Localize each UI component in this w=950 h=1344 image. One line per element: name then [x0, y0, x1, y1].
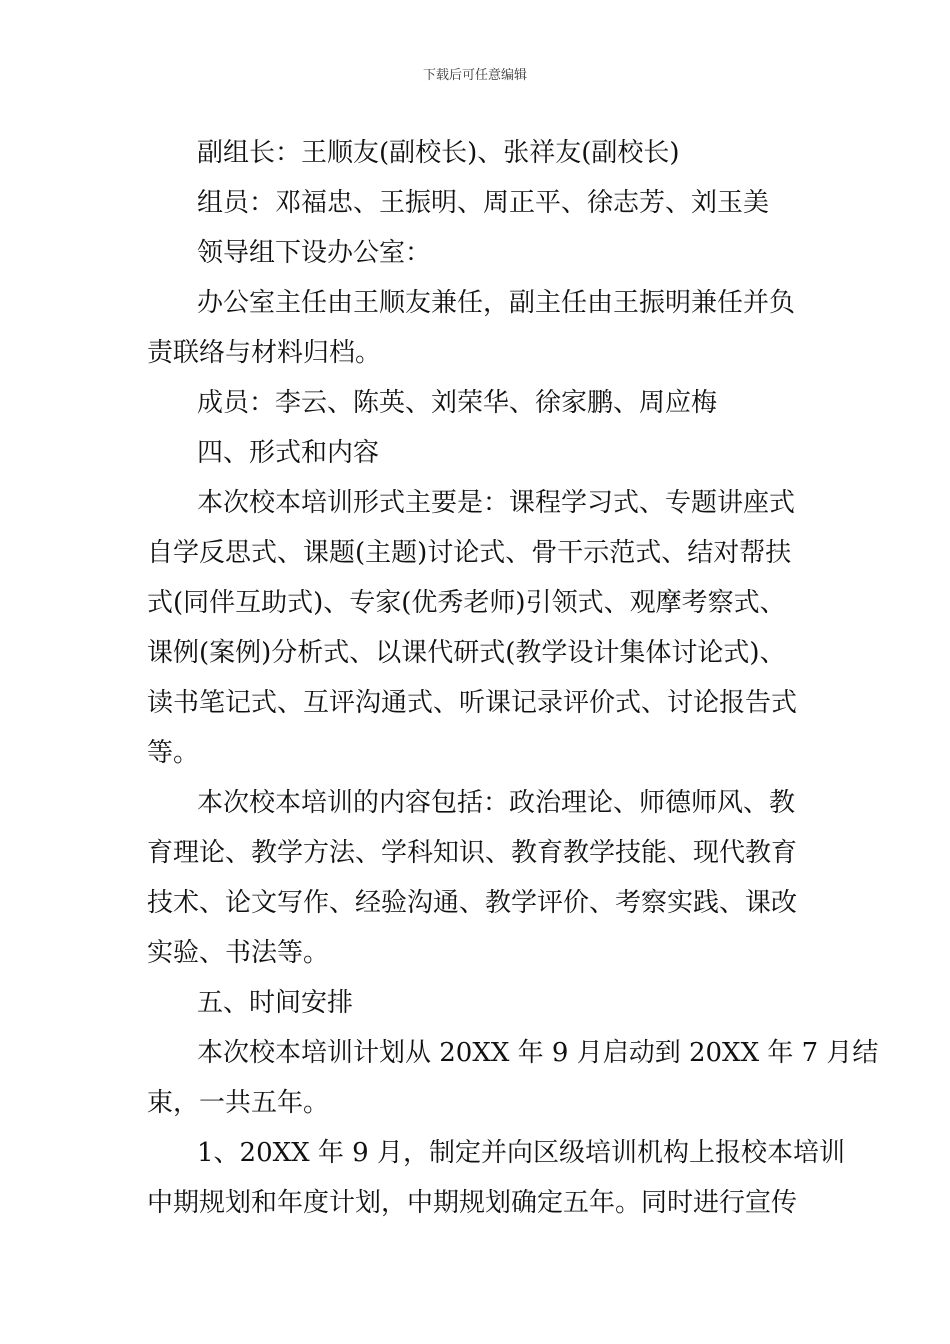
page-header-note: 下载后可任意编辑: [422, 68, 527, 83]
text-line-members: 组员：邓福忠、王振明、周正平、徐志芳、刘玉美: [197, 188, 770, 218]
text-line-deputy-leaders: 副组长：王顺友(副校长)、张祥友(副校长): [197, 138, 680, 168]
text-line-training-content-cont-2: 技术、论文写作、经验沟通、教学评价、考察实践、课改: [147, 888, 798, 918]
text-line-training-form: 本次校本培训形式主要是：课程学习式、专题讲座式: [197, 488, 796, 518]
text-line-office-members: 成员：李云、陈英、刘荣华、徐家鹏、周应梅: [197, 388, 718, 418]
text-line-training-form-cont-2: 式(同伴互助式)、专家(优秀老师)引领式、观摩考察式、: [147, 588, 786, 618]
text-line-training-form-cont-5: 等。: [147, 738, 200, 768]
text-line-schedule-item-1: 1、20XX 年 9 月，制定并向区级培训机构上报校本培训: [197, 1138, 845, 1168]
document-body: [147, 128, 879, 1228]
text-line-schedule-item-1-cont: 中期规划和年度计划，中期规划确定五年。同时进行宣传: [147, 1188, 798, 1218]
section-heading-form-content: 四、形式和内容: [197, 438, 380, 468]
text-line-training-form-cont-4: 读书笔记式、互评沟通式、听课记录评价式、讨论报告式: [147, 688, 798, 718]
text-line-training-form-cont-3: 课例(案例)分析式、以课代研式(教学设计集体讨论式)、: [147, 638, 786, 668]
text-line-office-setup: 领导组下设办公室：: [197, 238, 432, 268]
text-line-training-form-cont-1: 自学反思式、课题(主题)讨论式、骨干示范式、结对帮扶: [147, 538, 792, 568]
text-line-office-director: 办公室主任由王顺友兼任，副主任由王振明兼任并负: [197, 288, 796, 318]
text-line-training-content-cont-3: 实验、书法等。: [147, 938, 330, 968]
text-line-training-content-cont-1: 育理论、教学方法、学科知识、教育教学技能、现代教育: [147, 838, 798, 868]
text-line-office-director-cont: 责联络与材料归档。: [147, 338, 382, 368]
text-line-schedule-plan-cont: 束，一共五年。: [147, 1088, 330, 1118]
section-heading-schedule: 五、时间安排: [197, 988, 354, 1018]
text-line-training-content: 本次校本培训的内容包括：政治理论、师德师风、教: [197, 788, 796, 818]
text-line-schedule-plan: 本次校本培训计划从 20XX 年 9 月启动到 20XX 年 7 月结: [197, 1038, 879, 1068]
